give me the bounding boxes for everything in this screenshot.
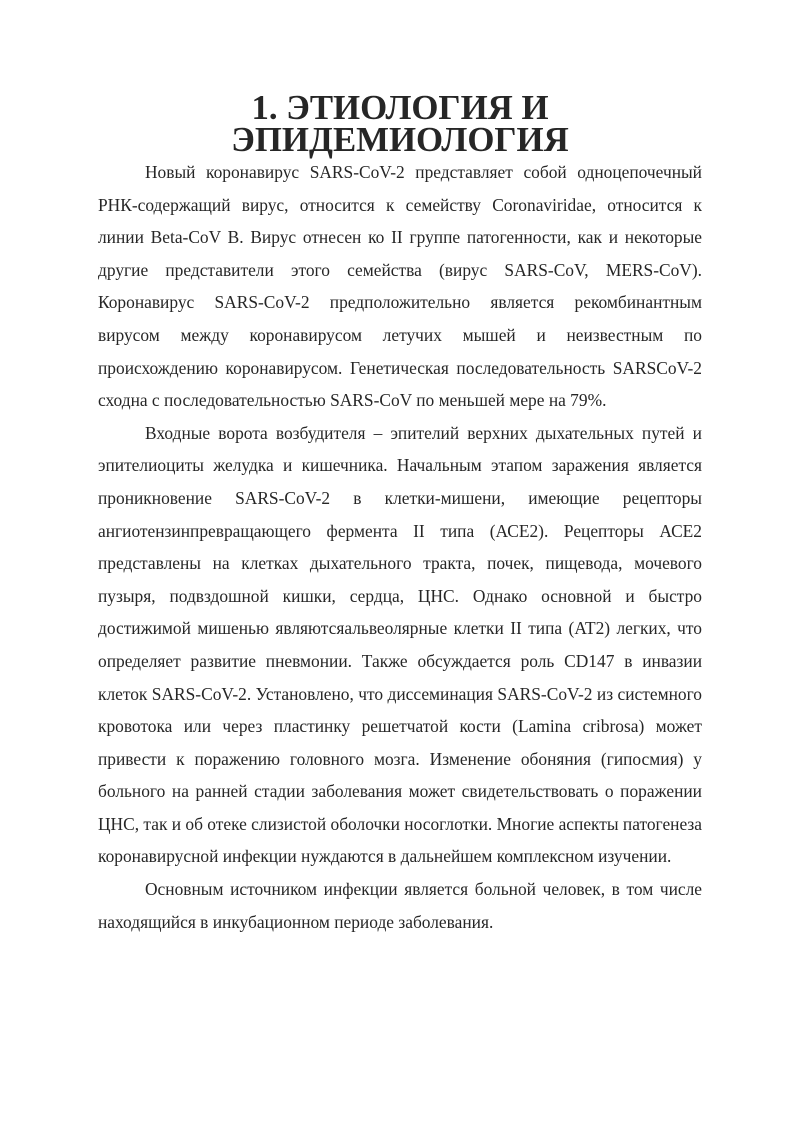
paragraph-infection-source: Основным источником инфекции является больной человек, в том числе находящийся в инкубационном периоде заболевания. xyxy=(98,879,702,932)
paragraph-pathogenesis: Входные ворота возбудителя – эпителий верхних дыхательных путей и эпителиоциты желудка и кишечника. Начальным этапом заражения является проникновение SARS-CoV-2 в клетки-мишени, имеющие рецепторы ангиотензинпревращающего фермента II типа (АСЕ2). Рецепторы АСЕ2 представлены на клетках дыхательного тракта, почек, пищевода, мочевого пузыря, подвздошной кишки, сердца, ЦНС. Однако основной и быстро достижимой мишенью являютсяальвеолярные клетки II типа (AT2) легких, что определяет развитие пневмонии. Также обсуждается роль CD147 в инвазии клеток SARS-CoV-2. Установлено, что диссеминация SARS-CoV-2 из системного кровотока или через пластинку решетчатой кости (Lamina cribrosa) может привести к поражению головного мозга. Изменение обоняния (гипосмия) у больного на ранней стадии заболевания может свидетельствовать о поражении ЦНС, так и об отеке слизистой оболочки носоглотки. Многие аспекты патогенеза коронавирусной инфекции нуждаются в дальнейшем комплексном изучении. xyxy=(98,422,702,867)
paragraph-etiology: Новый коронавирус SARS-CoV-2 представляет собой одноцепочечный РНК-содержащий вирус, относится к семейству Coronaviridae, относится к линии Beta-CoV B. Вирус отнесен ко II группе патогенности, как и некоторые другие представители этого семейства (вирус SARS-CoV, MERS-CoV). Коронавирус SARS-CoV-2 предположительно является рекомбинантным вирусом между коронавирусом летучих мышей и неизвестным по происхождению коронавирусом. Генетическая последовательность SARSCoV-2 сходна с последовательностью SARS-CoV по меньшей мере на 79%. xyxy=(98,162,702,411)
section-heading: 1. ЭТИОЛОГИЯ И ЭПИДЕМИОЛОГИЯ xyxy=(231,88,569,159)
document-page xyxy=(98,88,702,938)
